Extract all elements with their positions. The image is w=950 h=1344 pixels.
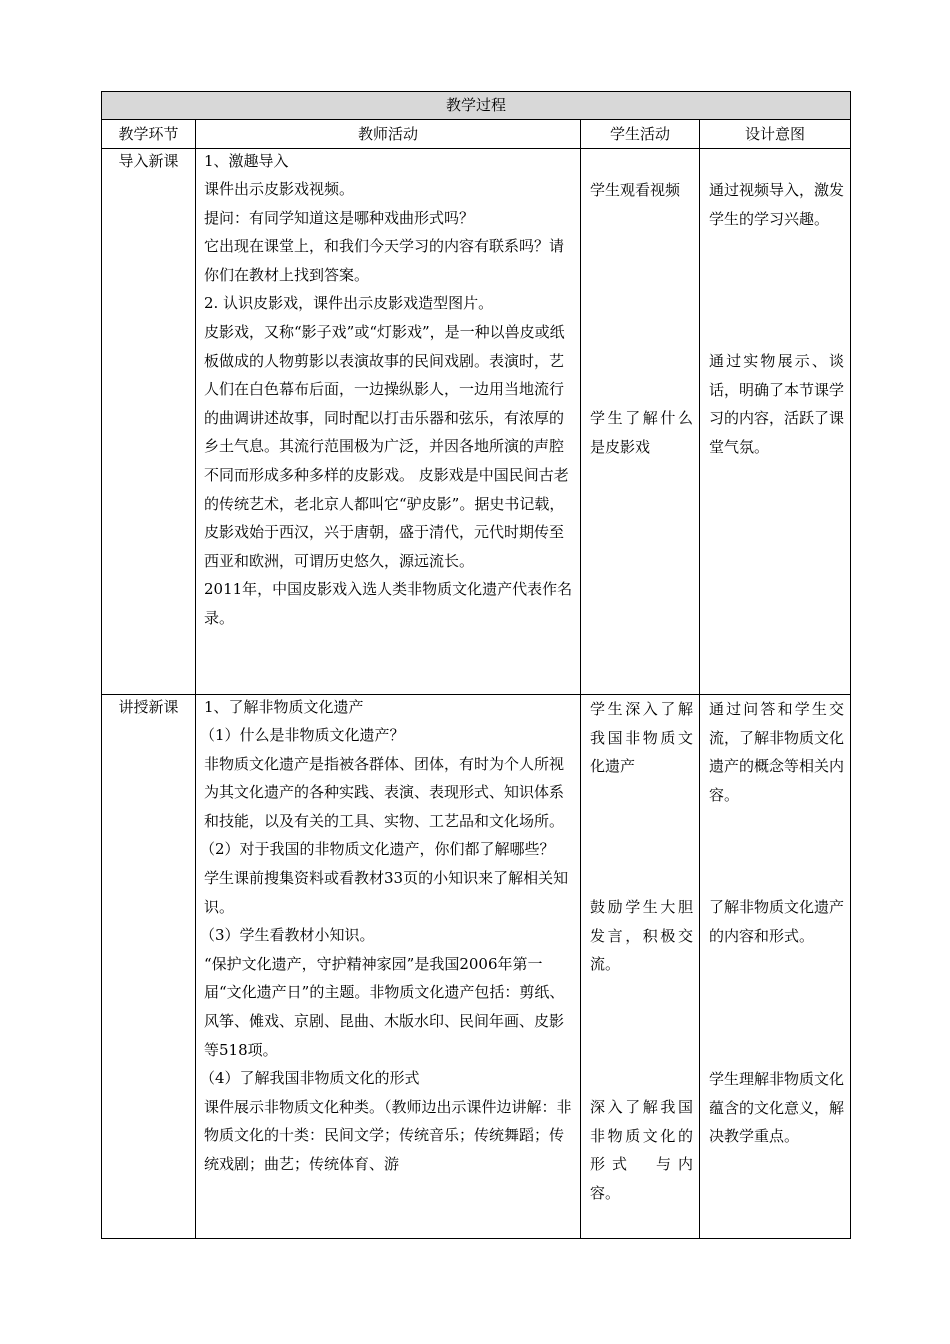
table-title: 教学过程 bbox=[102, 92, 851, 120]
intent-text: 通过实物展示、谈话，明确了本节课学习的内容，活跃了课堂气氛。 bbox=[709, 352, 845, 457]
teacher-text: “保护文化遗产，守护精神家园”是我国2006年第一届“文化遗产日”的主题。非物质文化遗产包括：剪纸、风筝、傩戏、京剧、昆曲、木版水印、民间年画、皮影等518项。 bbox=[204, 954, 565, 1059]
student-text: 鼓励学生大胆发言，积极交流。 bbox=[590, 898, 693, 974]
intent-text: 了解非物质文化遗产的内容和形式。 bbox=[709, 898, 845, 945]
intent-text: 学生理解非物质文化蕴含的文化意义，解决教学重点。 bbox=[709, 1070, 845, 1146]
table-row bbox=[102, 695, 851, 1239]
teacher-text: （1）什么是非物质文化遗产？ bbox=[200, 726, 405, 744]
student-text: 学生观看视频 bbox=[590, 181, 681, 199]
teacher-text: 课件出示皮影戏视频。 bbox=[204, 180, 355, 198]
teacher-text: 学生课前搜集资料或看教材33页的小知识来了解相关知识。 bbox=[204, 868, 569, 916]
teacher-text: 它出现在课堂上，和我们今天学习的内容有联系吗？请你们在教材上找到答案。 bbox=[204, 237, 565, 284]
design-intent-intro bbox=[700, 149, 851, 695]
teacher-step: 1、了解非物质文化遗产 bbox=[204, 698, 364, 716]
teacher-text: （3）学生看教材小知识。 bbox=[200, 926, 375, 945]
teacher-text: 2. 认识皮影戏，课件出示皮影戏造型图片。 bbox=[204, 294, 494, 313]
teacher-step: 1、激趣导入 bbox=[204, 152, 289, 170]
header-stage: 教学环节 bbox=[102, 120, 196, 149]
student-text: 学生深入了解我国非物质文化遗产 bbox=[590, 700, 693, 776]
design-intent-teaching bbox=[700, 695, 851, 1239]
teacher-text: （4）了解我国非物质文化的形式 bbox=[200, 1069, 420, 1088]
teacher-text: 课件展示非物质文化种类。（教师边出示课件边讲解：非物质文化的十类：民间文学；传统音乐；传统舞蹈；传统戏剧；曲艺；传统体育、游 bbox=[204, 1097, 572, 1173]
teacher-text: 皮影戏，又称“影子戏”或“灯影戏”，是一种以兽皮或纸板做成的人物剪影以表演故事的民间戏剧。表演时，艺人们在白色幕布后面，一边操纵影人，一边用当地流行的曲调讲述故事，同时配以打击乐器和弦乐，有浓厚的乡土气息。其流行范围极为广泛，并因各地所演的声腔不同而形成多种多样的皮影戏。 皮影戏是中国民间古老的传统艺术，老北京人都叫它“驴皮影”。据史书记载，皮影戏始于西汉，兴于唐朝，盛于清代，元代时期传至西亚和欧洲，可谓历史悠久，源远流长。 bbox=[204, 322, 569, 570]
stage-teaching: 讲授新课 bbox=[102, 695, 196, 1239]
stage-intro: 导入新课 bbox=[102, 149, 196, 695]
teacher-text: （2）对于我国的非物质文化遗产，你们都了解哪些？ bbox=[200, 840, 555, 859]
teacher-text: 2011年，中国皮影戏入选人类非物质文化遗产代表作名录。 bbox=[204, 580, 573, 627]
teacher-text: 非物质文化遗产是指被各群体、团体，有时为个人所视为其文化遗产的各种实践、表演、表现形式、知识体系和技能，以及有关的工具、实物、工艺品和文化场所。 bbox=[204, 754, 565, 830]
student-text: 学生了解什么是皮影戏 bbox=[590, 409, 693, 456]
header-student-activity: 学生活动 bbox=[581, 120, 700, 149]
student-text: 深入了解我国非物质文化的形式 与内容。 bbox=[590, 1098, 693, 1203]
header-design-intent: 设计意图 bbox=[700, 120, 851, 149]
student-activity-teaching bbox=[581, 695, 700, 1239]
lesson-process-table bbox=[101, 91, 851, 1239]
intent-text: 通过问答和学生交流，了解非物质文化遗产的概念等相关内容。 bbox=[709, 700, 845, 805]
intent-text: 通过视频导入，激发学生的学习兴趣。 bbox=[709, 181, 845, 228]
student-activity-intro bbox=[581, 149, 700, 695]
header-teacher-activity: 教师活动 bbox=[196, 120, 581, 149]
teacher-activity-intro bbox=[196, 149, 581, 695]
teacher-text: 提问：有同学知道这是哪种戏曲形式吗？ bbox=[204, 208, 475, 227]
teacher-activity-teaching bbox=[196, 695, 581, 1239]
table-row bbox=[102, 149, 851, 695]
